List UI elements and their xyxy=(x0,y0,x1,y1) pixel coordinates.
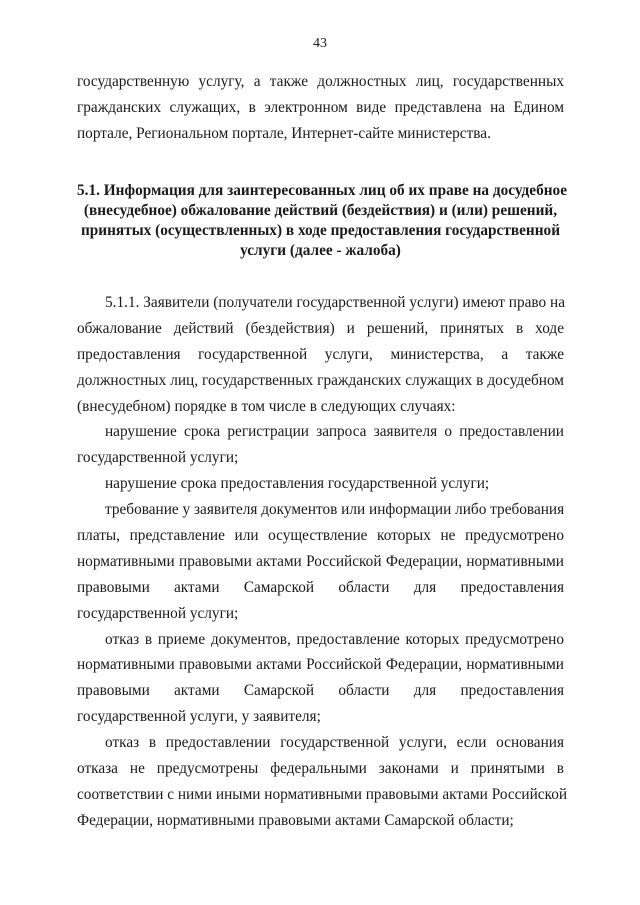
heading-line: (внесудебное) обжалование действий (бездействия) и (или) решений, xyxy=(83,202,558,219)
text-line: государственную услугу, а также должностных лиц, государственных xyxy=(77,73,564,90)
heading-line: услуги (далее - жалоба) xyxy=(240,242,401,259)
paragraph-refusal-to-accept xyxy=(77,627,564,731)
text-line: Федерации, нормативными правовыми актами Самарской области; xyxy=(77,811,514,829)
text-line: нормативными правовыми актами Российской Федерации, нормативными xyxy=(77,656,564,674)
text-line: платы, представление или осуществление которых не предусмотрено xyxy=(77,527,564,545)
heading-line: принятых (осуществленных) в ходе предоставления государственной xyxy=(80,222,561,239)
text-line: государственной услуги; xyxy=(77,449,239,467)
paragraph-deadline-violation xyxy=(77,471,564,497)
text-line: правовыми актами Самарской области для предоставления xyxy=(77,578,564,596)
heading-line: 5.1. Информация для заинтересованных лиц об их праве на досудебное xyxy=(77,182,567,199)
body-text xyxy=(77,290,568,834)
text-line: 5.1.1. Заявители (получатели государственной услуги) имеют право на xyxy=(105,294,565,311)
text-line: отказ в приеме документов, предоставление которых предусмотрено xyxy=(105,630,564,648)
text-line: обжалование действий (бездействия) и решений, принятых в ходе xyxy=(77,319,564,337)
page-number: 43 xyxy=(313,36,327,51)
text-line: нормативными правовыми актами Российской Федерации, нормативными xyxy=(77,552,564,570)
text-line: соответствии с ними иными нормативными правовыми актами Российской xyxy=(77,785,568,803)
text-line: отказа не предусмотрены федеральными законами и принятыми в xyxy=(77,760,564,778)
text-line: гражданских служащих, в электронном виде представлена на Едином xyxy=(77,98,564,116)
text-line: (внесудебном) порядке в том числе в следующих случаях: xyxy=(77,397,456,415)
text-line: портале, Региональном портале, Интернет-сайте министерства. xyxy=(77,124,491,142)
paragraph-refusal-of-service xyxy=(77,730,568,834)
text-line: требование у заявителя документов или информации либо требования xyxy=(105,501,565,519)
paragraph-registration-violation xyxy=(77,419,564,471)
text-line: государственной услуги, у заявителя; xyxy=(77,708,321,726)
paragraph-5-1-1 xyxy=(77,290,564,419)
text-line: должностных лиц, государственных гражданских служащих в досудебном xyxy=(77,371,564,389)
text-line: правовыми актами Самарской области для предоставления xyxy=(77,682,564,700)
text-line: государственной услуги; xyxy=(77,604,239,622)
text-line: предоставления государственной услуги, министерства, а также xyxy=(77,345,564,363)
text-line: отказ в предоставлении государственной услуги, если основания xyxy=(105,734,564,752)
paragraph-document-demand xyxy=(77,497,564,626)
section-heading xyxy=(77,181,567,261)
text-line: нарушение срока регистрации запроса заявителя о предоставлении xyxy=(105,423,564,441)
text-line: нарушение срока предоставления государственной услуги; xyxy=(105,475,490,493)
intro-paragraph xyxy=(77,69,564,147)
